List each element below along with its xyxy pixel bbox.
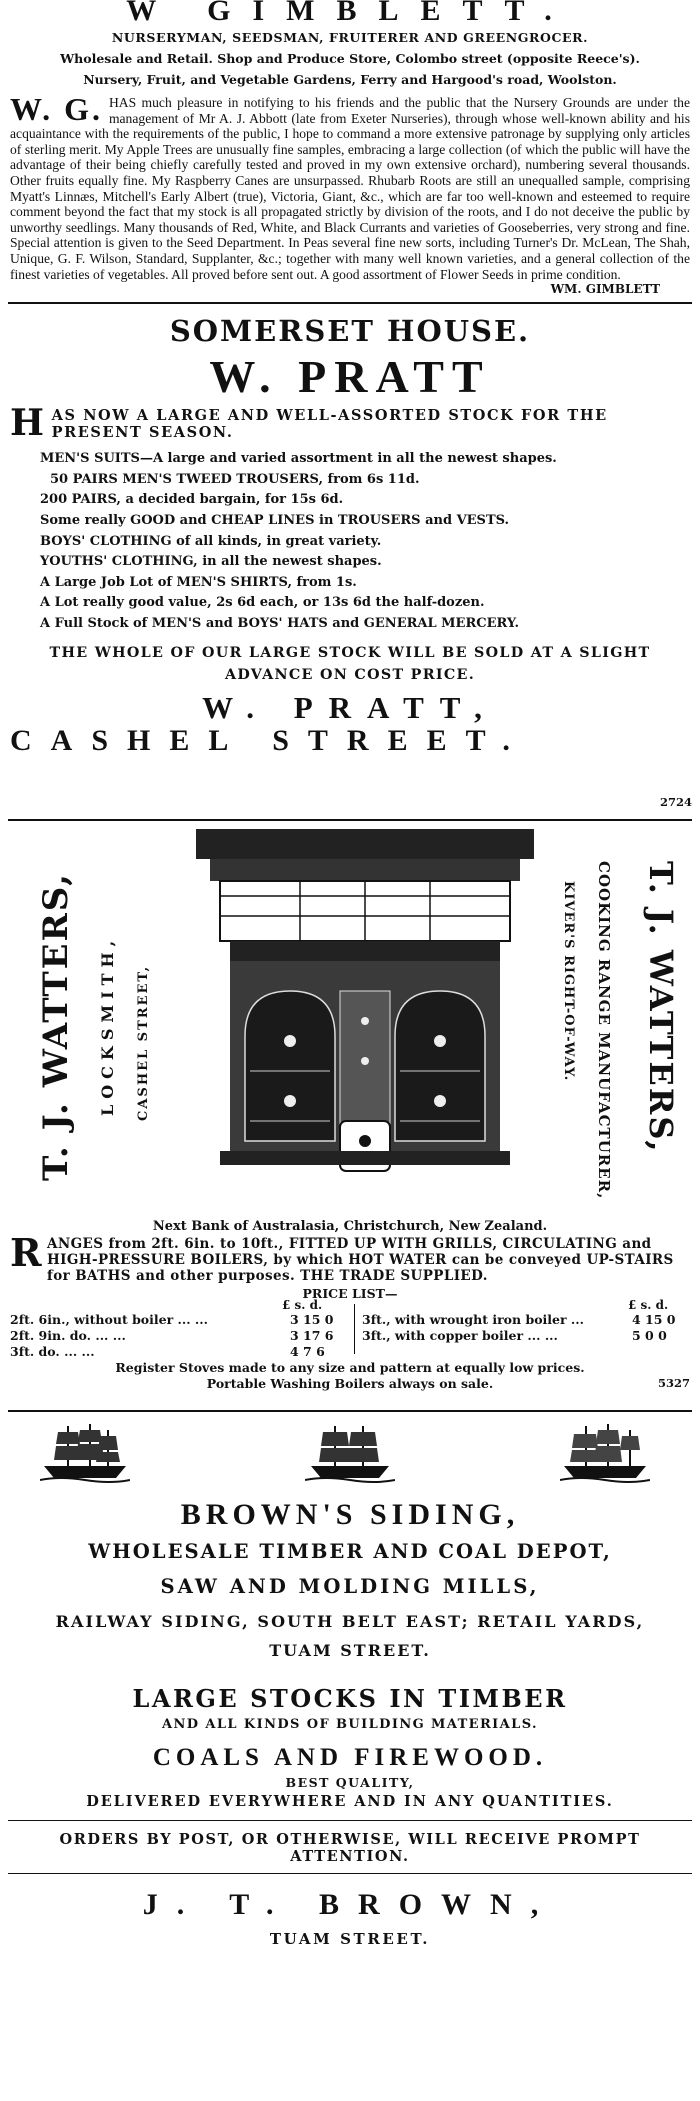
watters-drop-letter: R: [10, 1230, 42, 1276]
brown-tuam-street-line: TUAM STREET.: [269, 1641, 431, 1661]
divider: [8, 1873, 692, 1874]
price-row-value: 4 7 6: [290, 1344, 325, 1360]
somerset-house-heading: SOMERSET HOUSE.: [169, 314, 531, 349]
ship-icon: [560, 1422, 650, 1484]
price-row-value: 4 15 0: [632, 1312, 676, 1328]
watters-register-stoves: Register Stoves made to any size and pattern at equally low prices.: [115, 1360, 585, 1376]
brown-orders: ORDERS BY POST, OR OTHERWISE, WILL RECEIVE PROMPT ATTENTION.: [59, 1831, 641, 1866]
gimblett-advertisement: [0, 0, 700, 296]
pratt-items-list: [40, 449, 700, 634]
pratt-whole-stock-notice: THE WHOLE OF OUR LARGE STOCK WILL BE SOLD AT A SLIGHT ADVANCE ON COST PRICE.: [49, 645, 651, 684]
price-list-title: PRICE LIST—: [302, 1286, 398, 1302]
divider: [8, 302, 692, 304]
gimblett-shop-line: Wholesale and Retail. Shop and Produce Store, Colombo street (opposite Reece's).: [60, 51, 640, 66]
gimblett-nursery-line: Nursery, Fruit, and Vegetable Gardens, Ferry and Hargood's road, Woolston.: [83, 72, 617, 87]
watters-right-name: T. J. WATTERS,: [642, 861, 680, 1154]
ship-icon: [40, 1422, 130, 1484]
watters-illustration-block: [0, 821, 700, 1211]
list-item: A Full Stock of MEN'S and BOYS' HATS and GENERAL MERCERY.: [40, 615, 520, 631]
pratt-ad-number: 2724: [659, 795, 692, 810]
watters-cooking-range: COOKING RANGE MANUFACTURER,: [595, 861, 613, 1200]
browns-siding-title: BROWN'S SIDING,: [180, 1498, 520, 1532]
brown-wholesale-line: WHOLESALE TIMBER AND COAL DEPOT,: [88, 1540, 612, 1564]
brown-signature-name: J. T. BROWN,: [142, 1888, 558, 1922]
price-list-header: [0, 1286, 700, 1313]
gimblett-body-text: HAS much pleasure in notifying to his friends and the public that the Nursery Grounds are under the management of Mr A. J. Abbott (late from Exeter Nurseries), through whose well-known ability and his acquaintance with the requirements of the public, I hope to command a more extensive patronage by supplying only articles of sterling merit. My Apple Trees are unusually fine samples, embracing a large collection (of which the public will have the advantage of their being chiefly carefully tested and proved in my own extensive orchard), numbering several thousands. Other fruits equally fine. My Raspberry Canes are unsurpassed. Rhubarb Roots are still an unequalled sample, comprising Myatt's Linnæs, Mitchell's Early Albert (true), Victoria, Giant, &c., which are far too well-known and esteemed to require comment beyond the fact that my stock is all propagated strictly by division of the roots, and I do not deceive the public by unworthy seedlings. Many thousands of Red, White, and Black Currants and varieties of Gooseberries, very strong and fine. Special attention is given to the Seed Department. In Peas several fine new sorts, including Turner's Dr. McLean, The Shah, Unique, G. F. Wilson, Standard, Supplanter, &c.; together with many well known varieties, and a general collection of the finest varieties of vegetables. All proved before sent out. A good assortment of Flower Seeds in prime condition.: [10, 95, 690, 282]
watters-left-name: T. J. WATTERS,: [36, 872, 76, 1182]
pratt-name-heading: W. PRATT: [209, 351, 491, 403]
watters-address: Next Bank of Australasia, Christchurch, New Zealand.: [152, 1219, 548, 1235]
price-row-label: 2ft. 6in., without boiler ... ...: [10, 1312, 208, 1328]
list-item: MEN'S SUITS—A large and varied assortment in all the newest shapes.: [40, 451, 557, 467]
list-item: BOYS' CLOTHING of all kinds, in great variety.: [40, 533, 382, 549]
brown-large-stocks: LARGE STOCKS IN TIMBER: [132, 1684, 568, 1714]
pratt-advertisement: [0, 314, 700, 819]
watters-locksmith: LOCKSMITH,: [98, 934, 117, 1117]
brown-best-quality: BEST QUALITY,: [285, 1775, 415, 1791]
pratt-signature-street: CASHEL STREET.: [10, 724, 529, 758]
price-row-label: 2ft. 9in. do. ... ...: [10, 1328, 126, 1344]
price-row-value: 3 15 0: [290, 1312, 334, 1328]
price-row-label: 3ft., with copper boiler ... ...: [362, 1328, 558, 1344]
pratt-drop-letter: H: [10, 402, 46, 445]
list-item: A Lot really good value, 2s 6d each, or 13s 6d the half-dozen.: [40, 595, 485, 611]
gimblett-body: [10, 91, 690, 282]
brown-delivered: DELIVERED EVERYWHERE AND IN ANY QUANTITIES.: [86, 1793, 614, 1811]
watters-advertisement: [0, 821, 700, 1392]
watters-portable-row: [0, 1376, 700, 1392]
brown-signature-street: TUAM STREET.: [269, 1930, 431, 1949]
watters-portable-boilers: Portable Washing Boilers always on sale.: [206, 1376, 494, 1392]
gimblett-signature: WM. GIMBLETT: [550, 282, 660, 297]
watters-kivers-right-of-way: KIVER'S RIGHT-OF-WAY.: [561, 881, 576, 1082]
brown-advertisement: [0, 1412, 700, 1948]
ships-illustration-row: [0, 1412, 700, 1492]
price-row-value: 5 0 0: [632, 1328, 667, 1344]
pratt-intro-text: AS NOW A LARGE AND WELL-ASSORTED STOCK FOR THE PRESENT SEASON.: [51, 407, 608, 442]
price-row-label: 3ft. do. ... ...: [10, 1344, 95, 1360]
list-item: Some really GOOD and CHEAP LINES in TROUSERS and VESTS.: [40, 512, 510, 528]
brown-building-materials: AND ALL KINDS OF BUILDING MATERIALS.: [162, 1717, 538, 1733]
price-table-divider: [354, 1304, 355, 1354]
ship-icon: [305, 1422, 395, 1484]
brown-mills-line: SAW AND MOLDING MILLS,: [160, 1575, 540, 1599]
gimblett-subtitle: NURSERYMAN, SEEDSMAN, FRUITERER AND GREENGROCER.: [111, 30, 589, 45]
brown-coals-firewood: COALS AND FIREWOOD.: [152, 1744, 548, 1772]
watters-ranges-text: ANGES from 2ft. 6in. to 10ft., FITTED UP WITH GRILLS, CIRCULATING and HIGH-PRESSURE BOILERS, by which HOT WATER can be conveyed UP-STAIRS for BATHS and other purposes. THE TRADE SUPPLIED.: [46, 1236, 674, 1285]
list-item: A Large Job Lot of MEN'S SHIRTS, from 1s.: [40, 574, 357, 590]
price-row-value: 3 17 6: [290, 1328, 334, 1344]
brown-railway-line: RAILWAY SIDING, SOUTH BELT EAST; RETAIL YARDS,: [55, 1612, 645, 1632]
watters-ad-number: 5327: [657, 1376, 690, 1391]
list-item: 50 PAIRS MEN'S TWEED TROUSERS, from 6s 11d.: [50, 471, 420, 487]
list-item: 200 PAIRS, a decided bargain, for 15s 6d.: [40, 492, 344, 508]
cooking-range-illustration: [190, 821, 540, 1181]
gimblett-title: W GIMBLETT.: [126, 0, 574, 27]
divider: [8, 1820, 692, 1821]
price-table: [0, 1300, 700, 1360]
pratt-signature-name: W. PRATT,: [202, 690, 498, 726]
lsd-header-left: £ s. d.: [282, 1298, 323, 1313]
lsd-header-right: £ s. d.: [628, 1298, 669, 1313]
gimblett-drop-initials: W. G.: [10, 91, 103, 127]
watters-ranges: [10, 1230, 690, 1285]
list-item: YOUTHS' CLOTHING, in all the newest shapes.: [40, 554, 382, 570]
watters-cashel-street: CASHEL STREET,: [136, 964, 151, 1122]
price-row-label: 3ft., with wrought iron boiler ...: [362, 1312, 584, 1328]
pratt-intro: [10, 402, 690, 445]
